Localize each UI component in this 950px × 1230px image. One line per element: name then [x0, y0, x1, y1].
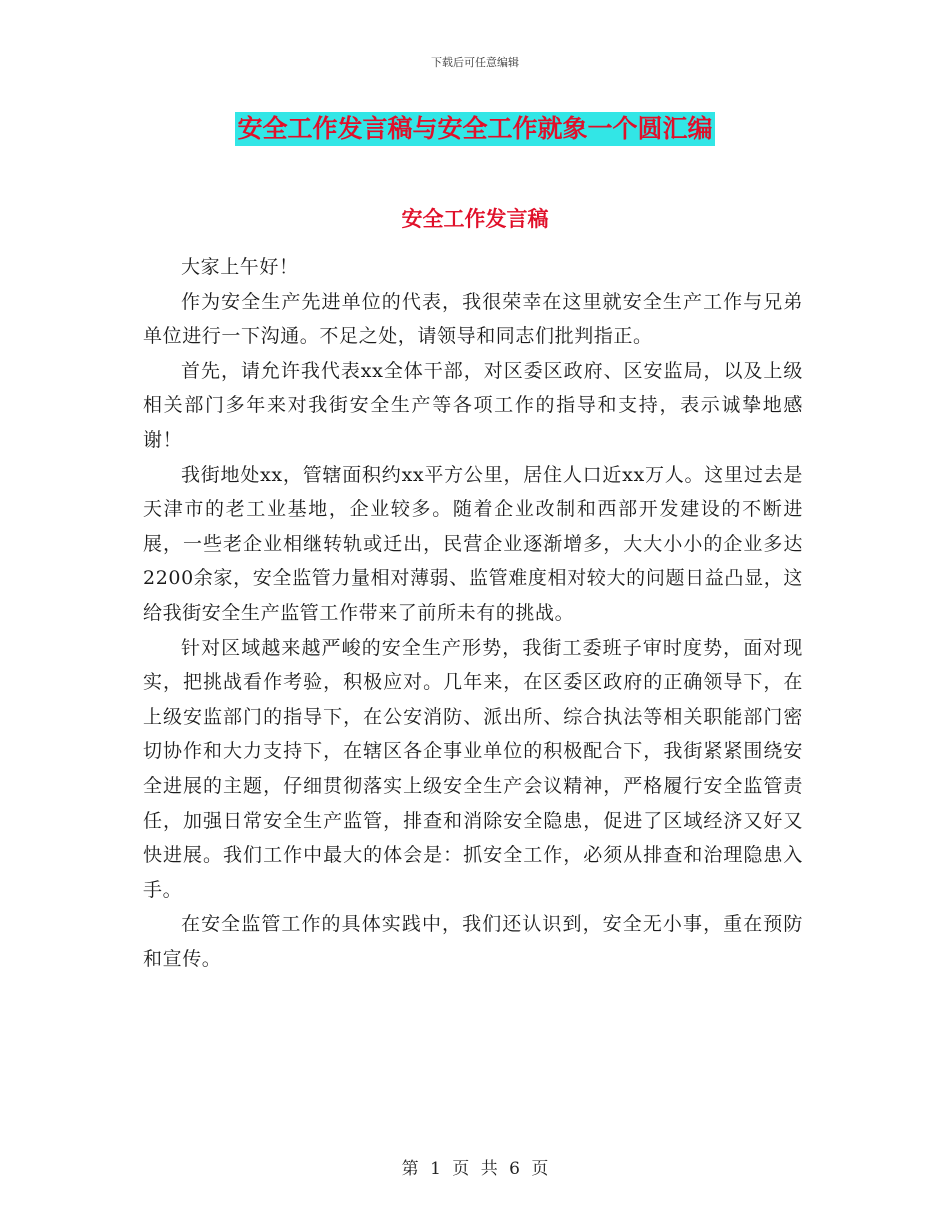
main-title: 安全工作发言稿与安全工作就象一个圆汇编: [235, 112, 714, 146]
paragraph-thanks: 首先，请允许我代表xx全体干部，对区委区政府、区安监局，以及上级相关部门多年来对我街安全生产等各项工作的指导和支持，表示诚挚地感谢！: [143, 359, 803, 451]
paragraph-response: 针对区域越来越严峻的安全生产形势，我街工委班子审时度势，面对现实，把挑战看作考验，积极应对。几年来，在区委区政府的正确领导下，在上级安监部门的指导下，在公安消防、派出所、综合执法等相关职能部门密切协作和大力支持下，在辖区各企事业单位的积极配合下，我街紧紧围绕安全进展的主题，仔细贯彻落实上级安全生产会议精神，严格履行安全监管责任，加强日常安全生产监管，排查和消除安全隐患，促进了区域经济又好又快进展。我们工作中最大的体会是：抓安全工作，必须从排查和治理隐患入手。: [143, 636, 803, 901]
paragraph-greeting: 大家上午好！: [181, 256, 299, 278]
paragraph-prevention: 在安全监管工作的具体实践中，我们还认识到，安全无小事，重在预防和宣传。: [143, 913, 803, 970]
header-note: 下载后可任意编辑: [431, 56, 519, 69]
section-title: 安全工作发言稿: [401, 207, 549, 231]
page-number: 第 1 页 共 6 页: [401, 1159, 549, 1179]
paragraph-intro: 作为安全生产先进单位的代表，我很荣幸在这里就安全生产工作与兄弟单位进行一下沟通。不足之处，请领导和同志们批判指正。: [143, 290, 803, 348]
paragraph-background: 我街地处xx，管辖面积约xx平方公里，居住人口近xx万人。这里过去是天津市的老工业基地，企业较多。随着企业改制和西部开发建设的不断进展，一些老企业相继转轨或迁出，民营企业逐渐增多，大大小小的企业多达2200余家，安全监管力量相对薄弱、监管难度相对较大的问题日益凸显，这给我街安全生产监管工作带来了前所未有的挑战。: [143, 463, 803, 624]
main-title-wrap: [0, 112, 950, 146]
body-text: [143, 250, 803, 976]
